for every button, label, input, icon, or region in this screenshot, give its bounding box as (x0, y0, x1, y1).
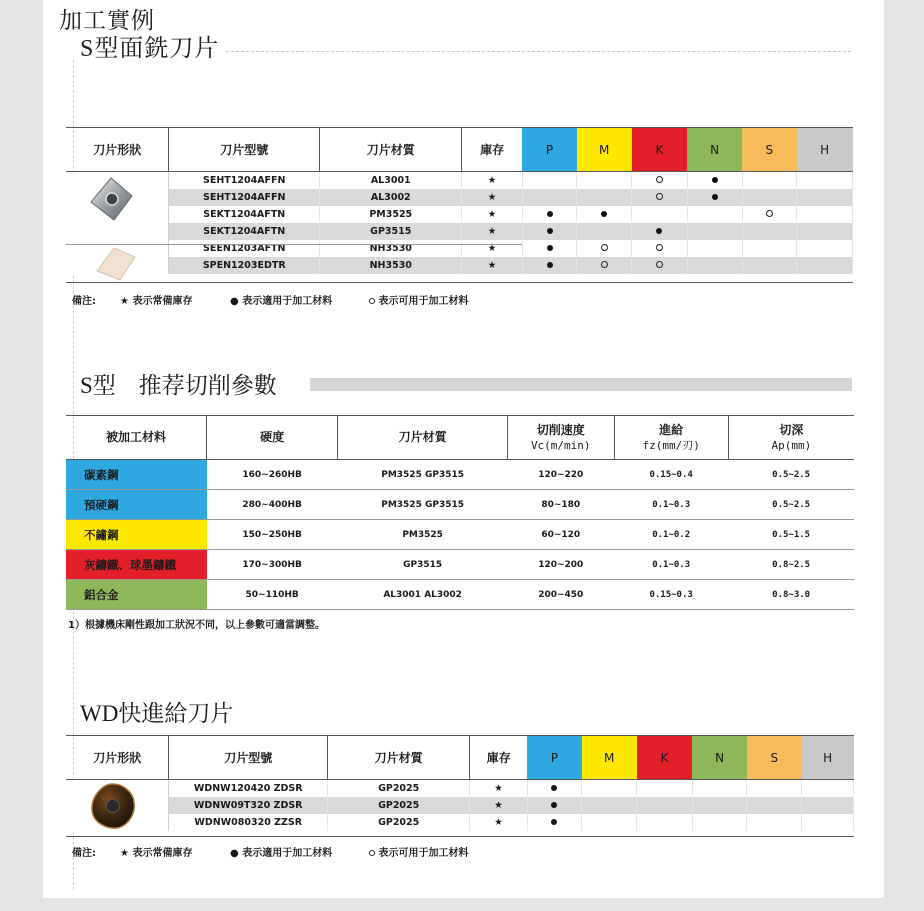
grade-suitability-cell (797, 189, 853, 206)
speed-value: 200~450 (507, 580, 614, 610)
stock-star: ★ (462, 240, 522, 257)
col-header-n: N (692, 736, 747, 780)
insert-material: AL3001 (320, 172, 462, 190)
insert-material: GP3515 (320, 223, 462, 240)
grade-suitability-cell (577, 206, 632, 223)
insert-square-photo (88, 176, 134, 222)
section-title-wd-inserts: WD快進給刀片 (80, 701, 234, 727)
col-header-n: N (687, 128, 742, 172)
table-row (66, 490, 854, 520)
legend-usable: 表示可用于加工材料 (369, 292, 468, 307)
grade-suitability-cell (522, 240, 577, 257)
filled-dot-icon (712, 194, 718, 200)
ring-icon (601, 261, 608, 268)
insert-ceramic-photo (93, 246, 139, 282)
speed-value: 80~180 (507, 490, 614, 520)
grade-suitability-cell (687, 206, 742, 223)
col-header-stock: 庫存 (470, 736, 527, 780)
insert-model: SEHT1204AFFN (169, 189, 320, 206)
table-row (66, 580, 854, 610)
grade-suitability-cell (582, 814, 637, 831)
col-header-speed: 切削速度 Vc(m/min) (507, 416, 614, 460)
grade-suitability-cell (687, 240, 742, 257)
grade-suitability-cell (632, 257, 688, 274)
col-header-shape: 刀片形狀 (66, 128, 169, 172)
insert-material: GP2025 (327, 814, 469, 831)
insert-material: GP2025 (327, 797, 469, 814)
legend-usable: 表示可用于加工材料 (369, 844, 468, 859)
legend-stock: ★ 表示常備庫存 (120, 296, 193, 307)
col-header-k: K (637, 736, 693, 780)
insert-material: NH3530 (320, 257, 462, 274)
table-row (66, 797, 854, 814)
stock-star: ★ (462, 223, 522, 240)
stock-star: ★ (470, 814, 527, 831)
insert-material: NH3530 (320, 240, 462, 257)
grade-value: PM3525 GP3515 (338, 490, 508, 520)
filled-dot-icon (601, 211, 607, 217)
grade-suitability-cell (797, 172, 853, 190)
speed-value: 60~120 (507, 520, 614, 550)
col-header-h: H (802, 736, 854, 780)
grade-suitability-cell (747, 797, 802, 814)
ring-icon (766, 210, 773, 217)
feed-value: 0.1~0.3 (614, 550, 728, 580)
depth-value: 0.8~3.0 (728, 580, 854, 610)
col-header-stock: 庫存 (462, 128, 522, 172)
grade-value: PM3525 GP3515 (338, 460, 508, 490)
grade-suitability-cell (742, 240, 797, 257)
grade-suitability-cell (692, 814, 747, 831)
hardness-value: 150~250HB (207, 520, 338, 550)
insert-model: SEHT1204AFFN (169, 172, 320, 190)
grade-suitability-cell (577, 172, 632, 190)
grade-suitability-cell (527, 814, 582, 831)
filled-dot-icon (656, 228, 662, 234)
depth-value: 0.8~2.5 (728, 550, 854, 580)
grade-suitability-cell (632, 240, 688, 257)
col-header-model: 刀片型號 (169, 128, 320, 172)
grade-suitability-cell (632, 189, 688, 206)
col-header-h: H (797, 128, 853, 172)
table-bottom-rule (66, 836, 854, 837)
col-header-m: M (577, 128, 632, 172)
section-title-bar (310, 378, 852, 391)
feed-value: 0.15~0.3 (614, 580, 728, 610)
col-header-p: P (522, 128, 577, 172)
insert-model: WDNW120420 ZDSR (169, 780, 328, 798)
legend-stock: ★ 表示常備庫存 (120, 848, 193, 859)
grade-suitability-cell (802, 797, 854, 814)
speed-value: 120~220 (507, 460, 614, 490)
grade-suitability-cell (802, 814, 854, 831)
feed-value: 0.1~0.3 (614, 490, 728, 520)
cutting-params-table (66, 415, 854, 610)
insert-model: WDNW09T320 ZDSR (169, 797, 328, 814)
col-header-s: S (747, 736, 802, 780)
insert-model: SEKT1204AFTN (169, 206, 320, 223)
grade-value: GP3515 (338, 550, 508, 580)
params-note: 1）根據機床剛性跟加工狀況不同，以上參數可適當調整。 (68, 620, 325, 631)
work-material: 灰鑄鐵、球墨鑄鐵 (66, 550, 207, 580)
grade-suitability-cell (577, 257, 632, 274)
col-header-grade: 刀片材質 (338, 416, 508, 460)
depth-value: 0.5~2.5 (728, 490, 854, 520)
grade-suitability-cell (797, 240, 853, 257)
depth-value: 0.5~1.5 (728, 520, 854, 550)
section-title-s-type-face-mill: S型面銑刀片 (80, 34, 220, 62)
ring-icon (369, 298, 375, 304)
table-row (66, 189, 853, 206)
grade-suitability-cell (742, 257, 797, 274)
hardness-value: 50~110HB (207, 580, 338, 610)
grade-suitability-cell (692, 797, 747, 814)
table-row (66, 814, 854, 831)
col-header-depth: 切深 Ap(mm) (728, 416, 854, 460)
col-header-k: K (632, 128, 688, 172)
grade-suitability-cell (522, 189, 577, 206)
filled-dot-icon (547, 211, 553, 217)
grade-suitability-cell (577, 240, 632, 257)
grade-suitability-cell (632, 172, 688, 190)
legend-label: 備注: (72, 848, 96, 859)
insert-wd-photo (89, 782, 137, 830)
col-header-s: S (742, 128, 797, 172)
hardness-value: 280~400HB (207, 490, 338, 520)
grade-suitability-cell (797, 223, 853, 240)
work-material: 不鏽鋼 (66, 520, 207, 550)
col-header-hardness: 硬度 (207, 416, 338, 460)
insert-material: PM3525 (320, 206, 462, 223)
table-row (66, 257, 853, 274)
filled-dot-icon (712, 177, 718, 183)
ring-icon (369, 850, 375, 856)
insert-model: WDNW080320 ZZSR (169, 814, 328, 831)
s-type-insert-table (66, 127, 853, 274)
grade-suitability-cell (522, 172, 577, 190)
grade-suitability-cell (582, 780, 637, 798)
grade-suitability-cell (687, 172, 742, 190)
filled-dot-icon (551, 802, 557, 808)
grade-value: PM3525 (338, 520, 508, 550)
grade-suitability-cell (797, 257, 853, 274)
table-row (66, 223, 853, 240)
grade-suitability-cell (687, 257, 742, 274)
legend-applicable: ● 表示適用于加工材料 (230, 296, 333, 307)
wd-insert-table (66, 735, 854, 831)
grade-value: AL3001 AL3002 (338, 580, 508, 610)
filled-dot-icon (547, 228, 553, 234)
ring-icon (656, 244, 663, 251)
grade-suitability-cell (742, 189, 797, 206)
grade-suitability-cell (527, 780, 582, 798)
col-header-material: 刀片材質 (327, 736, 469, 780)
feed-value: 0.1~0.2 (614, 520, 728, 550)
work-material: 預硬鋼 (66, 490, 207, 520)
stock-star: ★ (462, 189, 522, 206)
legend-applicable: ● 表示適用于加工材料 (230, 848, 333, 859)
grade-suitability-cell (632, 206, 688, 223)
table-row (66, 240, 853, 257)
filled-dot-icon (551, 785, 557, 791)
grade-suitability-cell (577, 223, 632, 240)
work-material: 碳素鋼 (66, 460, 207, 490)
stock-star: ★ (462, 206, 522, 223)
legend-label: 備注: (72, 296, 96, 307)
grade-suitability-cell (797, 206, 853, 223)
grade-suitability-cell (577, 189, 632, 206)
stock-star: ★ (462, 257, 522, 274)
col-header-p: P (527, 736, 582, 780)
table-row (66, 550, 854, 580)
grade-suitability-cell (742, 172, 797, 190)
grade-suitability-cell (687, 189, 742, 206)
insert-model: SPEN1203EDTR (169, 257, 320, 274)
table-row (66, 780, 854, 798)
insert-model: SEEN1203AFTN (169, 240, 320, 257)
grade-suitability-cell (522, 223, 577, 240)
filled-dot-icon (547, 245, 553, 251)
speed-value: 120~200 (507, 550, 614, 580)
insert-material: GP2025 (327, 780, 469, 798)
grade-suitability-cell (747, 780, 802, 798)
hardness-value: 170~300HB (207, 550, 338, 580)
table-bottom-rule (66, 282, 853, 283)
row-group-divider (66, 244, 522, 245)
col-header-shape: 刀片形狀 (66, 736, 169, 780)
ring-icon (656, 193, 663, 200)
grade-suitability-cell (742, 223, 797, 240)
insert-material: AL3002 (320, 189, 462, 206)
filled-dot-icon (547, 262, 553, 268)
work-material: 鋁合金 (66, 580, 207, 610)
page-title: 加工實例 (59, 8, 155, 34)
ring-icon (656, 261, 663, 268)
filled-dot-icon (551, 819, 557, 825)
grade-suitability-cell (527, 797, 582, 814)
ring-icon (601, 244, 608, 251)
hardness-value: 160~260HB (207, 460, 338, 490)
grade-suitability-cell (687, 223, 742, 240)
table-row (66, 520, 854, 550)
grade-suitability-cell (802, 780, 854, 798)
grade-suitability-cell (522, 206, 577, 223)
grade-suitability-cell (582, 797, 637, 814)
section-title-cutting-params: S型 推荐切削參數 (80, 373, 277, 399)
grade-suitability-cell (637, 797, 693, 814)
col-header-work-material: 被加工材料 (66, 416, 207, 460)
grade-suitability-cell (742, 206, 797, 223)
ring-icon (656, 176, 663, 183)
grade-suitability-cell (692, 780, 747, 798)
depth-value: 0.5~2.5 (728, 460, 854, 490)
stock-star: ★ (470, 797, 527, 814)
table-row (66, 460, 854, 490)
grade-suitability-cell (747, 814, 802, 831)
table-row (66, 206, 853, 223)
grade-suitability-cell (637, 814, 693, 831)
feed-value: 0.15~0.4 (614, 460, 728, 490)
table-row (66, 172, 853, 190)
title-underline (226, 51, 851, 52)
col-header-m: M (582, 736, 637, 780)
insert-model: SEKT1204AFTN (169, 223, 320, 240)
col-header-feed: 進給 fz(mm/刃) (614, 416, 728, 460)
grade-suitability-cell (637, 780, 693, 798)
stock-star: ★ (462, 172, 522, 190)
stock-star: ★ (470, 780, 527, 798)
col-header-material: 刀片材質 (320, 128, 462, 172)
grade-suitability-cell (632, 223, 688, 240)
grade-suitability-cell (522, 257, 577, 274)
col-header-model: 刀片型號 (169, 736, 328, 780)
